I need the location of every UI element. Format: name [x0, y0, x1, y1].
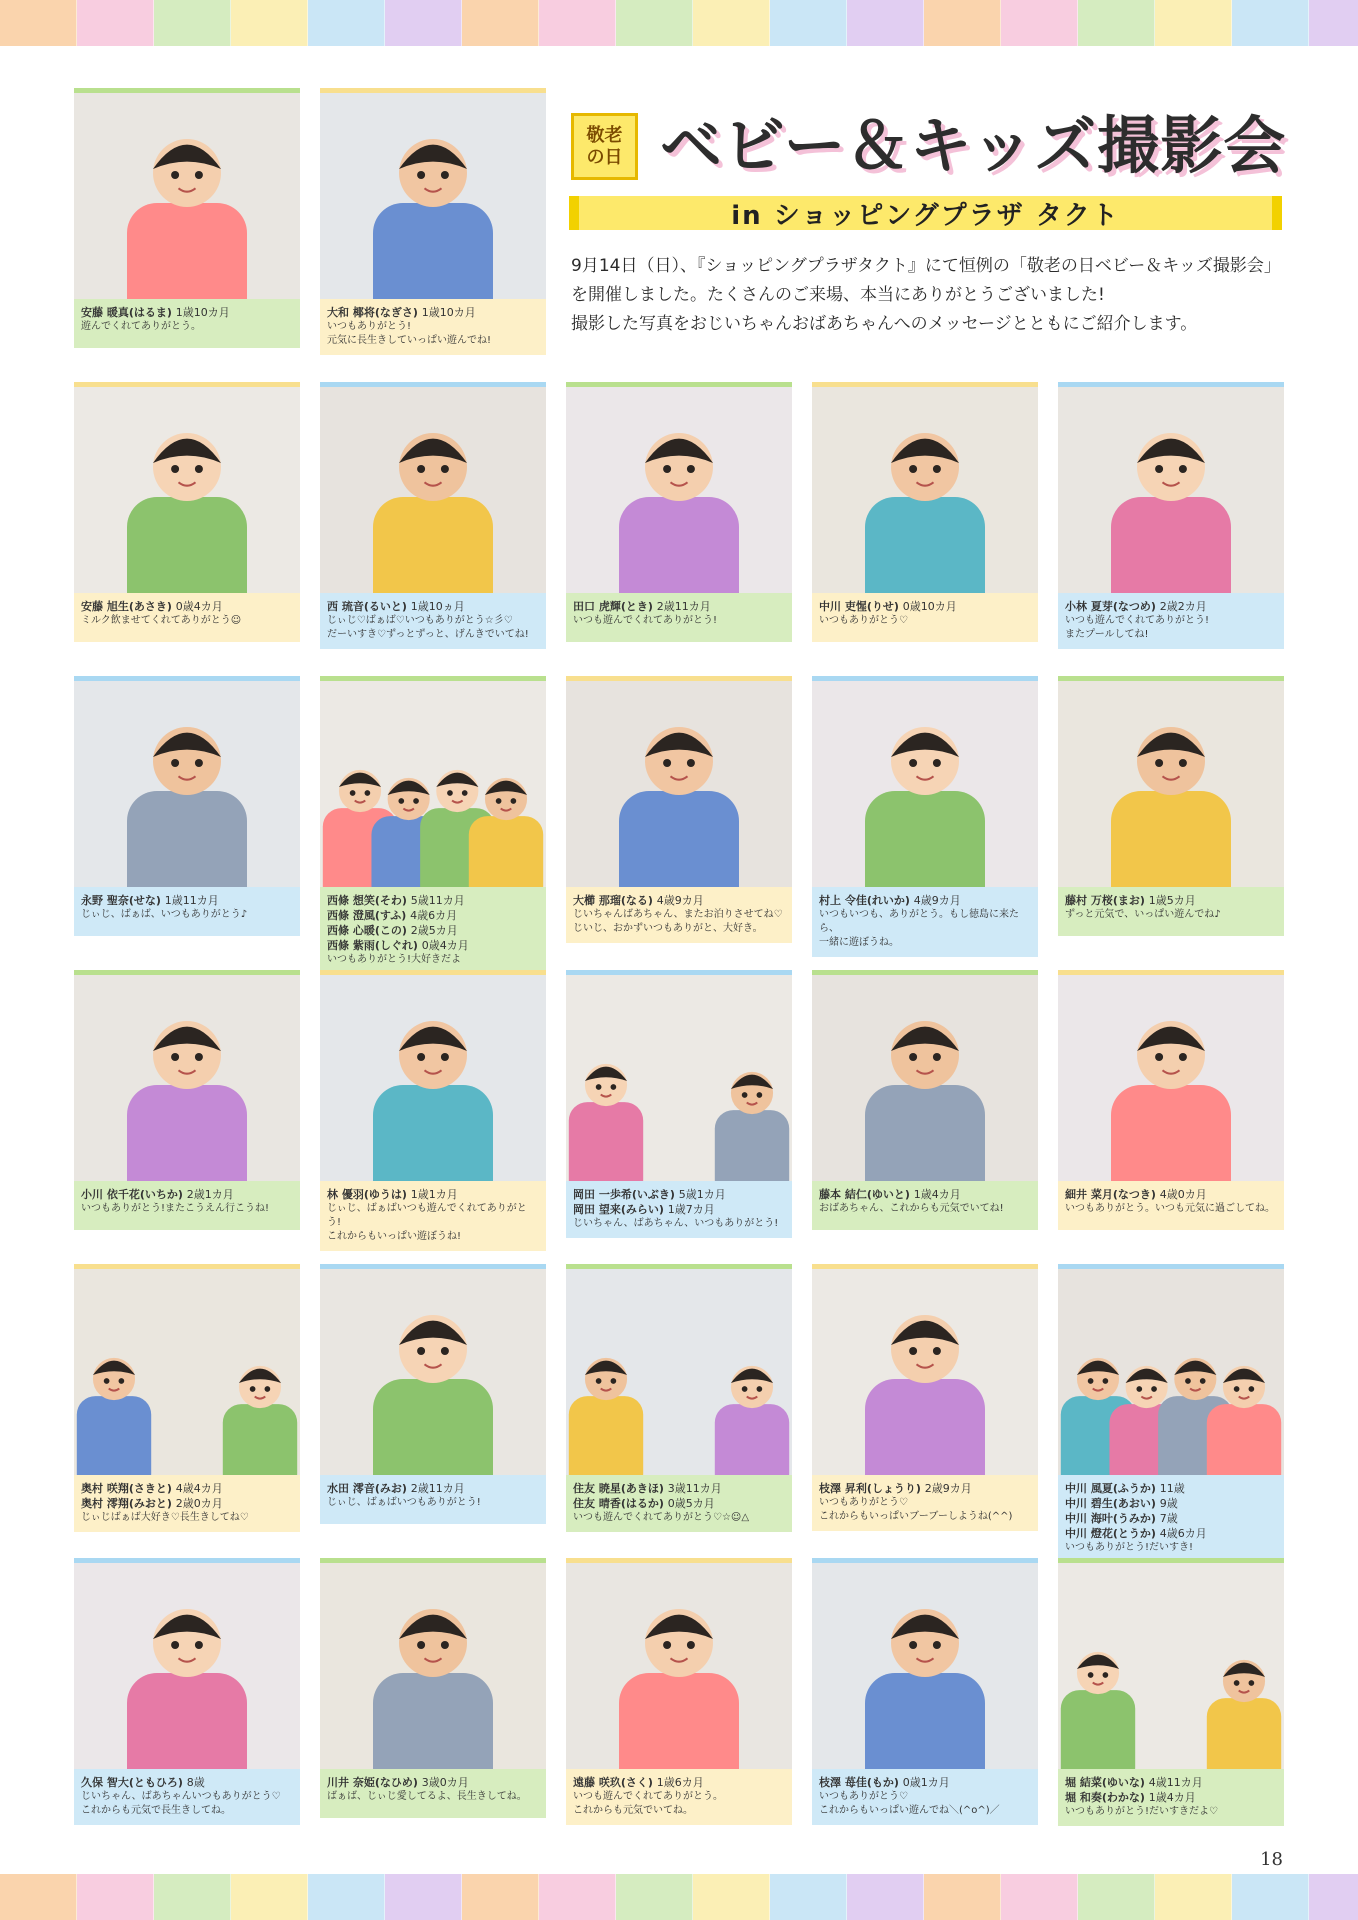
- child-name: 中川 吏惺(りせ) 0歳10カ月: [819, 600, 957, 613]
- child-age: 4歳9カ月: [656, 894, 704, 907]
- stripe-block: [616, 1874, 693, 1920]
- message: じいちゃん、ばあちゃん、いつもありがとう!: [573, 1218, 779, 1229]
- stripe-block: [462, 0, 539, 46]
- child-name: 藤村 万桜(まお) 1歳5カ月: [1065, 894, 1196, 907]
- message: これからもいっぱい遊ぼうね!: [327, 1231, 462, 1242]
- child-name: 西條 想笑(そわ) 5歳11カ月: [327, 894, 465, 907]
- photo-caption: [566, 887, 792, 943]
- message: いつも遊んでくれてありがとう!: [573, 615, 718, 626]
- child-photo: [812, 387, 1038, 593]
- page-number: 18: [1260, 1849, 1283, 1870]
- photo-card: [320, 88, 546, 355]
- stripe-block: [1155, 1874, 1232, 1920]
- intro-line: 9月14日（日）、『ショッピングプラザタクト』にて恒例の「敬老の日ベビー＆キッズ撮影会」: [571, 256, 1281, 276]
- child-age: 4歳0カ月: [1159, 1188, 1207, 1201]
- photo-caption: [74, 299, 300, 348]
- photo-card: [566, 1558, 792, 1825]
- child-name: 西 琉音(るいと) 1歳10ヵ月: [327, 600, 465, 613]
- photo-card: [1058, 676, 1284, 936]
- stripe-block: [308, 1874, 385, 1920]
- stripe-block: [1309, 1874, 1358, 1920]
- child-age: 0歳1カ月: [902, 1776, 950, 1789]
- child-age: 2歳0カ月: [175, 1497, 223, 1510]
- stripe-block: [616, 0, 693, 46]
- child-age: 4歳4カ月: [175, 1482, 223, 1495]
- child-name: 小林 夏芽(なつめ) 2歳2カ月: [1065, 600, 1207, 613]
- message: 元気に長生きしていっぱい遊んでね!: [327, 335, 492, 346]
- child-age: 0歳4カ月: [421, 939, 469, 952]
- child-age: 1歳6カ月: [656, 1776, 704, 1789]
- child-age: 4歳9カ月: [913, 894, 961, 907]
- child-name: 遠藤 咲玖(さく) 1歳6カ月: [573, 1776, 704, 1789]
- photo-card: [812, 1558, 1038, 1825]
- message: じぃじ、ばぁばいつも遊んでくれてありがとう!: [327, 1203, 527, 1228]
- message: いつもありがとう。いつも元気に過ごしてね。: [1065, 1203, 1275, 1214]
- intro-line: 撮影した写真をおじいちゃんおばあちゃんへのメッセージとともにご紹介します。: [571, 314, 1198, 334]
- subtitle-bar: [569, 196, 1282, 230]
- child-name: 西條 心暖(この) 2歳5カ月: [327, 924, 458, 937]
- photo-card: [812, 382, 1038, 642]
- child-name: 堀 和奏(わかな) 1歳4カ月: [1065, 1791, 1196, 1804]
- message: じいちゃん、ばあちゃんいつもありがとう♡: [81, 1791, 281, 1802]
- message: ミルク飲ませてくれてありがとう☺: [81, 615, 242, 626]
- stripe-block: [77, 1874, 154, 1920]
- photo-card: [320, 1558, 546, 1818]
- child-photo: [1058, 387, 1284, 593]
- child-name: 村上 令佳(れいか) 4歳9カ月: [819, 894, 961, 907]
- photo-caption: [320, 1475, 546, 1524]
- top-stripe: [0, 0, 1358, 46]
- photo-card: [1058, 1264, 1284, 1562]
- stripe-block: [385, 0, 462, 46]
- photo-caption: [1058, 593, 1284, 649]
- child-photo: [566, 387, 792, 593]
- child-name: 奥村 澪翔(みおと) 2歳0カ月: [81, 1497, 223, 1510]
- message: じぃじ、ばぁばいつもありがとう!: [327, 1497, 481, 1508]
- child-name: 小川 依千花(いちか) 2歳1カ月: [81, 1188, 234, 1201]
- child-photo: [320, 1563, 546, 1769]
- photo-caption: [320, 593, 546, 649]
- child-age: 11歳: [1159, 1482, 1185, 1495]
- photo-caption: [74, 887, 300, 936]
- stripe-block: [847, 1874, 924, 1920]
- child-age: 8歳: [186, 1776, 205, 1789]
- photo-card: [320, 382, 546, 649]
- child-photo: [74, 1269, 300, 1475]
- child-photo: [74, 93, 300, 299]
- message: じぃじ♡ばぁば♡いつもありがとう☆彡♡: [327, 615, 513, 626]
- message: だーいすき♡ずっとずっと、げんきでいてね!: [327, 629, 529, 640]
- keiro-badge: [571, 113, 638, 180]
- child-age: 4歳6カ月: [1159, 1527, 1207, 1540]
- badge-line2: の日: [586, 146, 623, 168]
- child-photo: [812, 1563, 1038, 1769]
- message: いつも遊んでくれてありがとう。: [573, 1791, 723, 1802]
- photo-caption: [320, 887, 546, 974]
- child-name: 住友 晴香(はるか) 0歳5カ月: [573, 1497, 715, 1510]
- child-name: 大櫛 那瑠(なる) 4歳9カ月: [573, 894, 704, 907]
- photo-caption: [1058, 1181, 1284, 1230]
- photo-card: [566, 382, 792, 642]
- photo-card: [566, 1264, 792, 1532]
- child-name: 久保 智大(ともひろ) 8歳: [81, 1776, 205, 1789]
- child-name: 中川 海叶(うみか) 7歳: [1065, 1512, 1178, 1525]
- child-age: 2歳9カ月: [924, 1482, 972, 1495]
- message: ずっと元気で、いっぱい遊んでね♪: [1065, 909, 1221, 920]
- photo-card: [74, 970, 300, 1230]
- subtitle: in ショッピングプラザ タクト: [731, 200, 1120, 231]
- child-age: 2歳2カ月: [1159, 600, 1207, 613]
- intro-line: を開催しました。たくさんのご来場、本当にありがとうございました!: [571, 285, 1105, 305]
- stripe-block: [0, 0, 77, 46]
- child-name: 藤本 結仁(ゆいと) 1歳4カ月: [819, 1188, 961, 1201]
- child-name: 中川 風夏(ふうか) 11歳: [1065, 1482, 1185, 1495]
- child-photo: [1058, 1563, 1284, 1769]
- stripe-block: [1232, 0, 1309, 46]
- message: 遊んでくれてありがとう。: [81, 321, 201, 332]
- child-photo: [74, 975, 300, 1181]
- photo-caption: [566, 1769, 792, 1825]
- photo-card: [1058, 970, 1284, 1230]
- photo-caption: [812, 593, 1038, 642]
- stripe-block: [924, 1874, 1001, 1920]
- child-photo: [566, 1269, 792, 1475]
- child-age: 0歳10カ月: [902, 600, 957, 613]
- child-name: 岡田 一歩希(いぶき) 5歳1カ月: [573, 1188, 726, 1201]
- stripe-block: [0, 1874, 77, 1920]
- child-name: 細井 菜月(なつき) 4歳0カ月: [1065, 1188, 1207, 1201]
- photo-caption: [812, 1475, 1038, 1531]
- child-age: 1歳4カ月: [913, 1188, 961, 1201]
- photo-caption: [812, 1769, 1038, 1825]
- child-name: 西條 紫雨(しぐれ) 0歳4カ月: [327, 939, 469, 952]
- child-photo: [566, 1563, 792, 1769]
- child-photo: [1058, 1269, 1284, 1475]
- child-name: 奥村 咲翔(さきと) 4歳4カ月: [81, 1482, 223, 1495]
- child-photo: [74, 681, 300, 887]
- child-photo: [74, 387, 300, 593]
- child-name: 中川 碧生(あおい) 9歳: [1065, 1497, 1178, 1510]
- message: いつもありがとう♡: [819, 1791, 908, 1802]
- child-age: 1歳10カ月: [175, 306, 230, 319]
- stripe-block: [308, 0, 385, 46]
- child-age: 1歳1カ月: [410, 1188, 458, 1201]
- photo-card: [320, 1264, 546, 1524]
- stripe-block: [462, 1874, 539, 1920]
- photo-caption: [74, 593, 300, 642]
- child-photo: [566, 975, 792, 1181]
- child-name: 中川 燈花(とうか) 4歳6カ月: [1065, 1527, 1207, 1540]
- child-age: 4歳6カ月: [410, 909, 458, 922]
- child-age: 3歳0カ月: [421, 1776, 469, 1789]
- child-photo: [812, 681, 1038, 887]
- photo-caption: [812, 887, 1038, 957]
- child-age: 0歳5カ月: [667, 1497, 715, 1510]
- stripe-block: [154, 0, 231, 46]
- child-name: 安藤 暖真(はるま) 1歳10カ月: [81, 306, 230, 319]
- intro-text: [571, 252, 1291, 339]
- stripe-block: [847, 0, 924, 46]
- message: いつもありがとう!だいすき!: [1065, 1542, 1194, 1553]
- message: いつも遊んでくれてありがとう!: [1065, 615, 1210, 626]
- badge-line1: 敬老: [586, 124, 623, 146]
- message: いつもありがとう!だいすきだよ♡: [1065, 1806, 1218, 1817]
- message: じぃじばぁば大好き♡長生きしてね♡: [81, 1512, 249, 1523]
- child-name: 岡田 望来(みらい) 1歳7カ月: [573, 1203, 715, 1216]
- stripe-block: [693, 1874, 770, 1920]
- photo-card: [74, 676, 300, 936]
- photo-caption: [74, 1181, 300, 1230]
- child-photo: [320, 681, 546, 887]
- child-name: 水田 澪音(みお) 2歳11カ月: [327, 1482, 465, 1495]
- photo-caption: [566, 593, 792, 642]
- stripe-block: [1155, 0, 1232, 46]
- child-photo: [320, 387, 546, 593]
- message: いつもありがとう♡: [819, 615, 908, 626]
- child-age: 2歳5カ月: [410, 924, 458, 937]
- photo-card: [320, 970, 546, 1251]
- photo-card: [566, 676, 792, 943]
- message: これからもいっぱい遊んでね＼(^o^)／: [819, 1805, 1000, 1816]
- child-name: 大和 椰将(なぎさ) 1歳10カ月: [327, 306, 476, 319]
- photo-caption: [74, 1475, 300, 1532]
- stripe-block: [539, 0, 616, 46]
- stripe-block: [539, 1874, 616, 1920]
- child-name: 永野 聖奈(せな) 1歳11カ月: [81, 894, 219, 907]
- stripe-block: [693, 0, 770, 46]
- message: いつもありがとう!またこうえん行こうね!: [81, 1203, 270, 1214]
- stripe-block: [231, 0, 308, 46]
- stripe-block: [385, 1874, 462, 1920]
- stripe-block: [1001, 1874, 1078, 1920]
- child-photo: [320, 1269, 546, 1475]
- child-age: 1歳11カ月: [164, 894, 219, 907]
- child-photo: [812, 975, 1038, 1181]
- photo-caption: [812, 1181, 1038, 1230]
- child-name: 住友 暁星(あきほ) 3歳11カ月: [573, 1482, 722, 1495]
- stripe-block: [77, 0, 154, 46]
- message: じいじ、おかずいつもありがと、大好き。: [573, 923, 763, 934]
- stripe-block: [154, 1874, 231, 1920]
- photo-card: [1058, 1558, 1284, 1826]
- photo-caption: [566, 1181, 792, 1238]
- photo-card: [566, 970, 792, 1238]
- child-age: 5歳1カ月: [678, 1188, 726, 1201]
- child-photo: [1058, 681, 1284, 887]
- message: いつもありがとう♡: [819, 1497, 908, 1508]
- message: ばぁば、じぃじ愛してるよ、長生きしてね。: [327, 1791, 527, 1802]
- message: おばあちゃん、これからも元気でいてね!: [819, 1203, 1004, 1214]
- photo-card: [74, 1264, 300, 1532]
- photo-caption: [320, 299, 546, 355]
- child-age: 1歳10カ月: [421, 306, 476, 319]
- message: いつもいつも、ありがとう。もし徳島に来たら、: [819, 909, 1019, 934]
- child-age: 1歳4カ月: [1148, 1791, 1196, 1804]
- bottom-stripe: [0, 1874, 1358, 1920]
- message: いつもありがとう!: [327, 321, 412, 332]
- child-name: 西條 澄風(すふ) 4歳6カ月: [327, 909, 458, 922]
- child-name: 枝澤 苺佳(もか) 0歳1カ月: [819, 1776, 950, 1789]
- photo-card: [812, 676, 1038, 957]
- child-photo: [1058, 975, 1284, 1181]
- photo-caption: [320, 1769, 546, 1818]
- photo-card: [74, 88, 300, 348]
- photo-caption: [566, 1475, 792, 1532]
- message: じいちゃんばあちゃん、またお泊りさせてね♡: [573, 909, 783, 920]
- child-photo: [566, 681, 792, 887]
- message: これからもいっぱいブーブーしようね(^^): [819, 1511, 1013, 1522]
- child-name: 枝澤 昇利(しょうり) 2歳9カ月: [819, 1482, 972, 1495]
- child-name: 安藤 旭生(あさき) 0歳4カ月: [81, 600, 223, 613]
- child-age: 4歳11カ月: [1148, 1776, 1203, 1789]
- stripe-block: [924, 0, 1001, 46]
- child-age: 0歳4カ月: [175, 600, 223, 613]
- photo-card: [812, 1264, 1038, 1531]
- child-name: 川井 奈姫(なひめ) 3歳0カ月: [327, 1776, 469, 1789]
- message: じぃじ、ばぁば、いつもありがとう♪: [81, 909, 248, 920]
- stripe-block: [770, 1874, 847, 1920]
- stripe-block: [1001, 0, 1078, 46]
- child-age: 9歳: [1159, 1497, 1178, 1510]
- photo-caption: [1058, 1475, 1284, 1562]
- photo-caption: [74, 1769, 300, 1825]
- photo-card: [74, 1558, 300, 1825]
- child-age: 1歳10ヵ月: [410, 600, 465, 613]
- child-photo: [74, 1563, 300, 1769]
- stripe-block: [1078, 1874, 1155, 1920]
- stripe-block: [1309, 0, 1358, 46]
- child-photo: [320, 975, 546, 1181]
- child-name: 林 優羽(ゆうは) 1歳1カ月: [327, 1188, 458, 1201]
- message: またプールしてね!: [1065, 629, 1149, 640]
- child-name: 堀 結菜(ゆいな) 4歳11カ月: [1065, 1776, 1203, 1789]
- message: これからも元気でいてね。: [573, 1805, 693, 1816]
- message: 一緒に遊ぼうね。: [819, 937, 899, 948]
- photo-caption: [1058, 887, 1284, 936]
- message: これからも元気で長生きしてね。: [81, 1805, 231, 1816]
- child-age: 3歳11カ月: [667, 1482, 722, 1495]
- child-age: 2歳11カ月: [656, 600, 711, 613]
- child-photo: [320, 93, 546, 299]
- photo-caption: [320, 1181, 546, 1251]
- stripe-block: [1232, 1874, 1309, 1920]
- child-age: 2歳11カ月: [410, 1482, 465, 1495]
- page-title: ベビー＆キッズ撮影会: [660, 109, 1287, 182]
- message: いつも遊んでくれてありがとう♡☆☺△: [573, 1512, 750, 1523]
- photo-card: [320, 676, 546, 974]
- photo-card: [74, 382, 300, 642]
- photo-card: [812, 970, 1038, 1230]
- child-age: 7歳: [1159, 1512, 1178, 1525]
- message: いつもありがとう!大好きだよ: [327, 954, 462, 965]
- child-age: 5歳11カ月: [410, 894, 465, 907]
- child-age: 2歳1カ月: [186, 1188, 234, 1201]
- stripe-block: [1078, 0, 1155, 46]
- child-age: 1歳5カ月: [1148, 894, 1196, 907]
- stripe-block: [231, 1874, 308, 1920]
- child-name: 田口 虎輝(とき) 2歳11カ月: [573, 600, 711, 613]
- child-age: 1歳7カ月: [667, 1203, 715, 1216]
- child-photo: [812, 1269, 1038, 1475]
- photo-caption: [1058, 1769, 1284, 1826]
- photo-card: [1058, 382, 1284, 649]
- stripe-block: [770, 0, 847, 46]
